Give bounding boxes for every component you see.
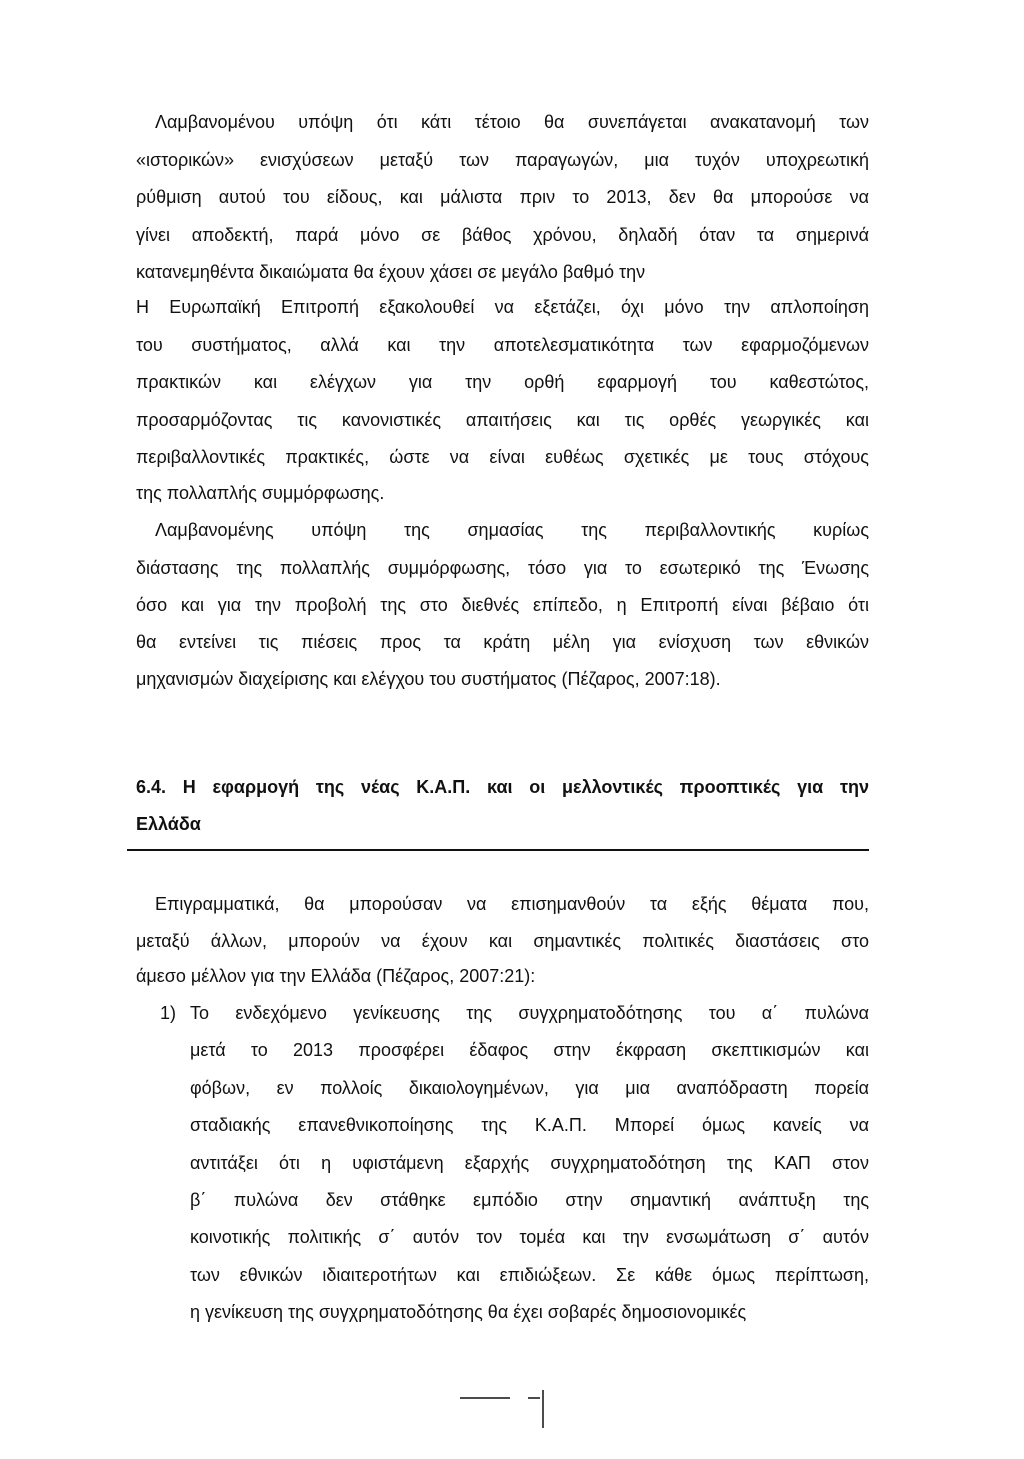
list-item-line: αντιτάξει ότι η υφιστάμενη εξαρχής συγχρηματοδότηση της ΚΑΠ στον [190,1153,869,1173]
paragraph-line: μεταξύ άλλων, μπορούν να έχουν και σημαντικές πολιτικές διαστάσεις στο [136,931,869,951]
paragraph-line: γίνει αποδεκτή, παρά μόνο σε βάθος χρόνου, δηλαδή όταν τα σημερινά [136,225,869,245]
list-item-line: φόβων, εν πολλοίς δικαιολογημένων, για μια αναπόδραστη πορεία [190,1078,869,1098]
list-item-line: η γενίκευση της συγχρηματοδότησης θα έχει σοβαρές δημοσιονομικές [190,1302,747,1322]
paragraph-line: μηχανισμών διαχείρισης και ελέγχου του συστήματος (Πέζαρος, 2007:18). [136,669,721,689]
section-heading: 6.4. Η εφαρμογή της νέας Κ.Α.Π. και οι μελλοντικές προοπτικές για την [136,777,869,797]
list-item-line: των εθνικών ιδιαιτεροτήτων και επιδιώξεων. Σε κάθε όμως περίπτωση, [190,1265,869,1285]
paragraph-line: προσαρμόζοντας τις κανονιστικές απαιτήσεις και τις ορθές γεωργικές και [136,410,869,430]
list-item-line: Το ενδεχόμενο γενίκευσης της συγχρηματοδότησης του α΄ πυλώνα [190,1003,869,1023]
paragraph-line: Η Ευρωπαϊκή Επιτροπή εξακολουθεί να εξετάζει, όχι μόνο την απλοποίηση [136,297,869,317]
paragraph-line: όσο και για την προβολή της στο διεθνές επίπεδο, η Επιτροπή είναι βέβαιο ότι [136,595,869,615]
page-marker-icon [460,1390,550,1430]
paragraph-line: Λαμβανομένου υπόψη ότι κάτι τέτοιο θα συνεπάγεται ανακατανομή των [155,112,869,132]
paragraph-line: κατανεμηθέντα δικαιώματα θα έχουν χάσει σε μεγάλο βαθμό την [136,262,646,282]
list-item-line: μετά το 2013 προσφέρει έδαφος στην έκφραση σκεπτικισμών και [190,1040,869,1060]
list-item-line: σταδιακής επανεθνικοποίησης της Κ.Α.Π. Μπορεί όμως κανείς να [190,1115,869,1135]
paragraph-line: Επιγραμματικά, θα μπορούσαν να επισημανθούν τα εξής θέματα που, [155,894,869,914]
paragraph-line: περιβαλλοντικές πρακτικές, ώστε να είναι ευθέως σχετικές με τους στόχους [136,447,869,467]
paragraph-line: διάστασης της πολλαπλής συμμόρφωσης, τόσο για το εσωτερικό της Ένωσης [136,558,869,578]
paragraph-line: «ιστορικών» ενισχύσεων μεταξύ των παραγωγών, μια τυχόν υποχρεωτική [136,150,869,170]
list-item-line: β΄ πυλώνα δεν στάθηκε εμπόδιο στην σημαντική ανάπτυξη της [190,1190,869,1210]
paragraph-line: πρακτικών και ελέγχων για την ορθή εφαρμογή του καθεστώτος, [136,372,869,392]
paragraph-line: άμεσο μέλλον για την Ελλάδα (Πέζαρος, 2007:21): [136,966,536,986]
paragraph-line: του συστήματος, αλλά και την αποτελεσματικότητα των εφαρμοζόμενων [136,335,869,355]
paragraph-line: Λαμβανομένης υπόψη της σημασίας της περιβαλλοντικής κυρίως [155,520,869,540]
list-item-line: κοινοτικής πολιτικής σ΄ αυτόν τον τομέα και την ενσωμάτωση σ΄ αυτόν [190,1227,869,1247]
horizontal-rule [127,849,869,851]
section-heading: Ελλάδα [136,814,201,834]
paragraph-line: ρύθμιση αυτού του είδους, και μάλιστα πριν το 2013, δεν θα μπορούσε να [136,187,869,207]
list-item-number: 1) [160,1003,177,1023]
paragraph-line: της πολλαπλής συμμόρφωσης. [136,483,385,503]
paragraph-line: θα εντείνει τις πιέσεις προς τα κράτη μέλη για ενίσχυση των εθνικών [136,632,869,652]
